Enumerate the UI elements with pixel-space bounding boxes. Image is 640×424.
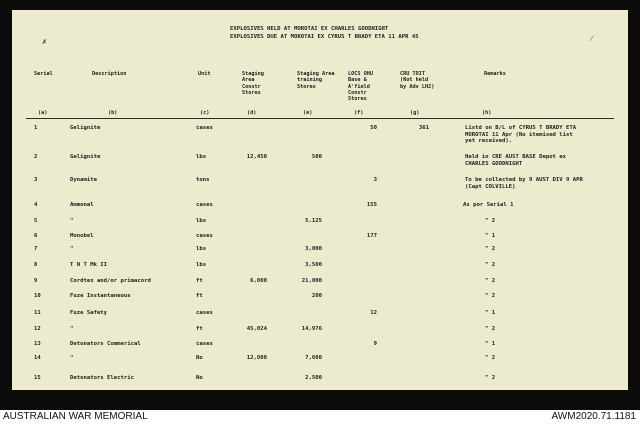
row-remarks: " 2 (485, 355, 496, 361)
column-header: Unit (198, 71, 211, 77)
row-remarks: As por Serial 1 (463, 202, 514, 208)
row-unit: No (196, 375, 203, 381)
row-serial: 10 (34, 293, 41, 299)
column-header: Serial (34, 71, 53, 77)
document-page (12, 10, 628, 390)
row-unit: ft (196, 326, 203, 332)
row-remarks: CHARLES GOODNIGHT (465, 160, 523, 167)
row-serial: 1 (34, 125, 38, 131)
row-col-f: 12 (370, 310, 377, 316)
column-header: Staging (242, 71, 264, 77)
row-unit: lbs (196, 218, 207, 224)
row-unit: lbs (196, 262, 207, 268)
row-serial: 13 (34, 341, 41, 347)
row-unit: cases (196, 233, 213, 239)
row-serial: 5 (34, 218, 38, 224)
row-remarks: " 1 (485, 341, 496, 347)
row-unit: cases (196, 341, 213, 347)
row-serial: 14 (34, 355, 41, 361)
row-col-e: 200 (311, 293, 322, 299)
row-col-e: 7,600 (305, 355, 322, 361)
row-serial: 4 (34, 202, 38, 208)
row-col-d: 45,024 (246, 326, 267, 332)
row-unit: ft (196, 293, 203, 299)
row-description: Ammonal (70, 202, 94, 208)
row-col-f: 9 (373, 341, 377, 347)
row-col-e: 21,000 (301, 278, 322, 284)
row-description: T N T Mk II (70, 262, 108, 268)
column-header: Staging Area (297, 71, 335, 77)
row-description: " (70, 326, 74, 332)
row-description: " (70, 218, 74, 224)
column-header: Remarks (484, 71, 506, 77)
row-unit: lbs (196, 154, 207, 160)
row-remarks: " 2 (485, 375, 496, 381)
row-description: Gelignite (70, 125, 101, 131)
archive-name: AUSTRALIAN WAR MEMORIAL (3, 411, 148, 422)
row-col-e: 2,500 (305, 375, 322, 381)
column-letter: (a) (38, 110, 48, 116)
row-description: Gelignite (70, 154, 101, 160)
row-unit: cases (196, 125, 213, 131)
footer-bar (0, 410, 640, 424)
row-col-f: 3 (373, 177, 377, 183)
row-description: Cordtex and/or primacord (70, 278, 151, 284)
row-unit: cases (196, 310, 213, 316)
row-remarks: Held in CRE AUST BASE Depot ex (465, 154, 567, 160)
row-description: Detonators Electric (70, 375, 134, 381)
row-col-f: 50 (370, 125, 377, 131)
row-unit: No (196, 355, 203, 361)
row-remarks: " 2 (485, 218, 496, 224)
row-description: Fuze Instantaneous (70, 293, 131, 299)
row-remarks: yet received). (465, 138, 513, 145)
row-serial: 11 (34, 310, 41, 316)
row-col-e: 500 (311, 154, 322, 160)
row-description: Fuze Safety (70, 310, 108, 316)
row-remarks: " 2 (485, 293, 496, 299)
row-remarks: MOROTAI 11 Apr (No itemised list (465, 131, 573, 138)
row-col-d: 12,450 (246, 154, 267, 160)
row-col-d: 12,000 (246, 355, 267, 361)
document-title-line-2: EXPLOSIVES DUE AT MOROTAI EX CYRUS T BRADY ETA 11 APR 45 (230, 34, 419, 40)
column-header: Description (92, 71, 127, 77)
row-unit: tons (196, 177, 210, 183)
row-description: " (70, 355, 74, 361)
row-description: Dynamite (70, 177, 97, 183)
handwritten-mark-right: ⁄ (591, 34, 593, 43)
row-unit: lbs (196, 246, 207, 252)
column-header: training (297, 77, 322, 84)
column-letter: (h) (482, 110, 492, 116)
row-unit: ft (196, 278, 203, 284)
item-accession-number: AWM2020.71.1181 (551, 411, 636, 422)
row-serial: 7 (34, 246, 38, 252)
row-description: " (70, 246, 74, 252)
row-remarks: (Capt COLVILLE) (465, 183, 516, 190)
row-description: Detonators Commerical (70, 341, 141, 347)
column-header: Stores (297, 83, 316, 90)
row-remarks: " 1 (485, 233, 496, 239)
row-serial: 2 (34, 154, 38, 160)
column-letter: (g) (410, 110, 420, 116)
row-col-e: 3,000 (305, 246, 322, 252)
column-header: by Adv LH2) (400, 83, 435, 90)
column-header: (Not held (400, 77, 429, 84)
row-description: Monobel (70, 233, 94, 239)
column-letter: (c) (200, 110, 210, 116)
row-remarks: Listd on B/L of CYRUS T BRADY ETA (465, 125, 577, 131)
row-col-g: 361 (418, 125, 429, 131)
column-letter: (f) (354, 110, 364, 116)
row-remarks: " 2 (485, 246, 496, 252)
column-header: Constr (242, 83, 261, 90)
column-header: A'field (348, 83, 370, 90)
row-serial: 12 (34, 326, 41, 332)
column-letter: (d) (247, 110, 257, 116)
column-header: Stores (242, 89, 261, 96)
column-letter: (e) (303, 110, 313, 116)
row-serial: 8 (34, 262, 38, 268)
header-rule (26, 118, 614, 119)
row-remarks: " 2 (485, 326, 496, 332)
row-serial: 3 (34, 177, 38, 183)
column-header: Area (242, 77, 255, 84)
row-col-f: 155 (366, 202, 377, 208)
row-remarks: " 2 (485, 278, 496, 284)
row-serial: 9 (34, 278, 38, 284)
row-col-e: 3,500 (305, 262, 322, 268)
column-letter: (b) (108, 110, 118, 116)
column-header: Stores (348, 96, 367, 103)
row-remarks: To be collected by 9 AUST DIV 9 APR (465, 177, 583, 183)
column-header: Base & (348, 77, 367, 84)
column-header: LOCS OHU (348, 71, 373, 77)
handwritten-mark-left: ✗ (42, 37, 47, 46)
row-serial: 15 (34, 375, 41, 381)
row-col-e: 14,976 (301, 326, 322, 332)
column-header: Constr (348, 89, 367, 96)
row-serial: 6 (34, 233, 38, 239)
column-header: CRU TOIT (400, 71, 425, 77)
document-title-line-1: EXPLOSIVES HELD AT MOROTAI EX CHARLES GOODNIGHT (230, 26, 389, 32)
row-col-e: 5,125 (305, 218, 322, 224)
row-col-d: 6,000 (250, 278, 267, 284)
row-remarks: " 2 (485, 262, 496, 268)
row-remarks: " 1 (485, 310, 496, 316)
row-unit: cases (196, 202, 213, 208)
row-col-f: 177 (366, 233, 377, 239)
